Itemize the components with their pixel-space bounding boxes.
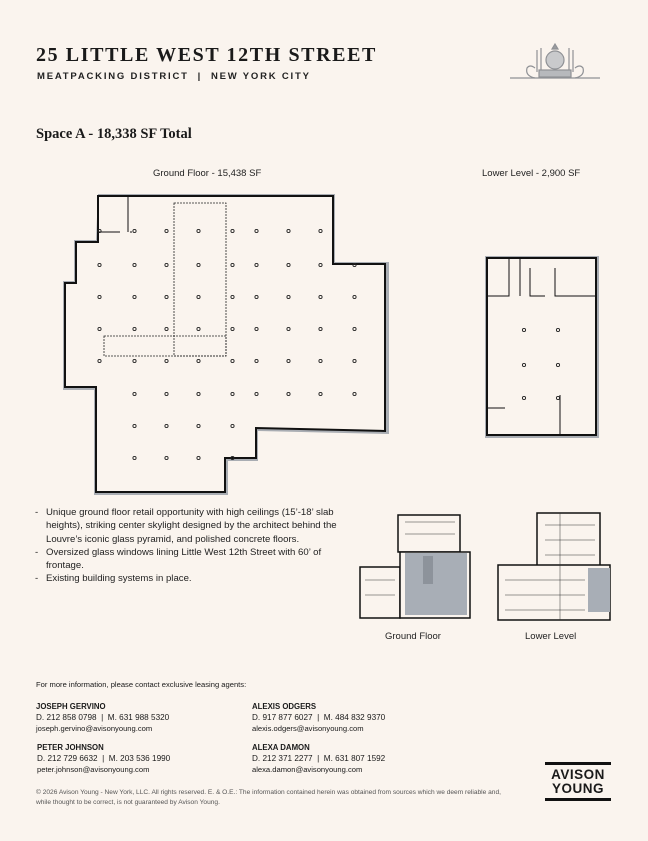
agent-email[interactable]: alexis.odgers@avisonyoung.com <box>252 724 364 733</box>
ground-floor-label: Ground Floor - 15,438 SF <box>153 168 262 179</box>
property-subtitle: MEATPACKING DISTRICT | NEW YORK CITY <box>37 71 311 82</box>
agent-card <box>252 701 385 734</box>
ground-floor-thumbnail <box>355 510 615 625</box>
avison-young-logo <box>545 762 611 801</box>
feature-item: - Unique ground floor retail opportunity with high ceilings (15’-18’ slab heights), striking center skylight designed by the architect behind the Louvre’s iconic glass pyramid, and polished concrete floors. <box>34 506 344 546</box>
property-title: 25 LITTLE WEST 12TH STREET <box>36 44 377 66</box>
agent-email[interactable]: alexa.damon@avisonyoung.com <box>252 765 363 774</box>
agent-name: ALEXIS ODGERS <box>252 702 317 711</box>
thumbnail-ground-label: Ground Floor <box>385 631 441 642</box>
feature-item: - Existing building systems in place. <box>34 572 344 585</box>
agent-phones: D. 917 877 6027 | M. 484 832 9370 <box>252 713 386 722</box>
agent-name: JOSEPH GERVINO <box>36 702 106 711</box>
space-heading: Space A - 18,338 SF Total <box>36 126 192 142</box>
logo-line1: AVISON <box>551 767 605 782</box>
legal-disclaimer: © 2026 Avison Young - New York, LLC. All rights reserved. E. & O.E.: The information contained herein was obtained from sources which we deem reliable and, while thought to be correct, is not guaranteed by Avison Young. <box>36 789 501 806</box>
agent-name: PETER JOHNSON <box>37 743 104 752</box>
feature-item: - Oversized glass windows lining Little West 12th Street with 60’ of frontage. <box>34 546 344 573</box>
ground-floor-plan <box>65 196 385 492</box>
feature-list <box>34 506 344 586</box>
logo-line2: YOUNG <box>551 781 604 796</box>
agent-name: ALEXA DAMON <box>252 743 310 752</box>
agent-card <box>252 742 385 775</box>
agent-email[interactable]: joseph.gervino@avisonyoung.com <box>36 724 153 733</box>
agent-card <box>37 742 170 775</box>
agent-phones: D. 212 371 2277 | M. 631 807 1592 <box>252 754 386 763</box>
agent-phones: D. 212 729 6632 | M. 203 536 1990 <box>37 754 171 763</box>
lower-level-label: Lower Level - 2,900 SF <box>482 168 581 179</box>
contact-intro: For more information, please contact exclusive leasing agents: <box>36 680 247 689</box>
agent-email[interactable]: peter.johnson@avisonyoung.com <box>37 765 150 774</box>
agent-card <box>36 701 169 734</box>
thumbnail-lower-label: Lower Level <box>525 631 577 642</box>
agent-phones: D. 212 858 0798 | M. 631 988 5320 <box>36 713 170 722</box>
